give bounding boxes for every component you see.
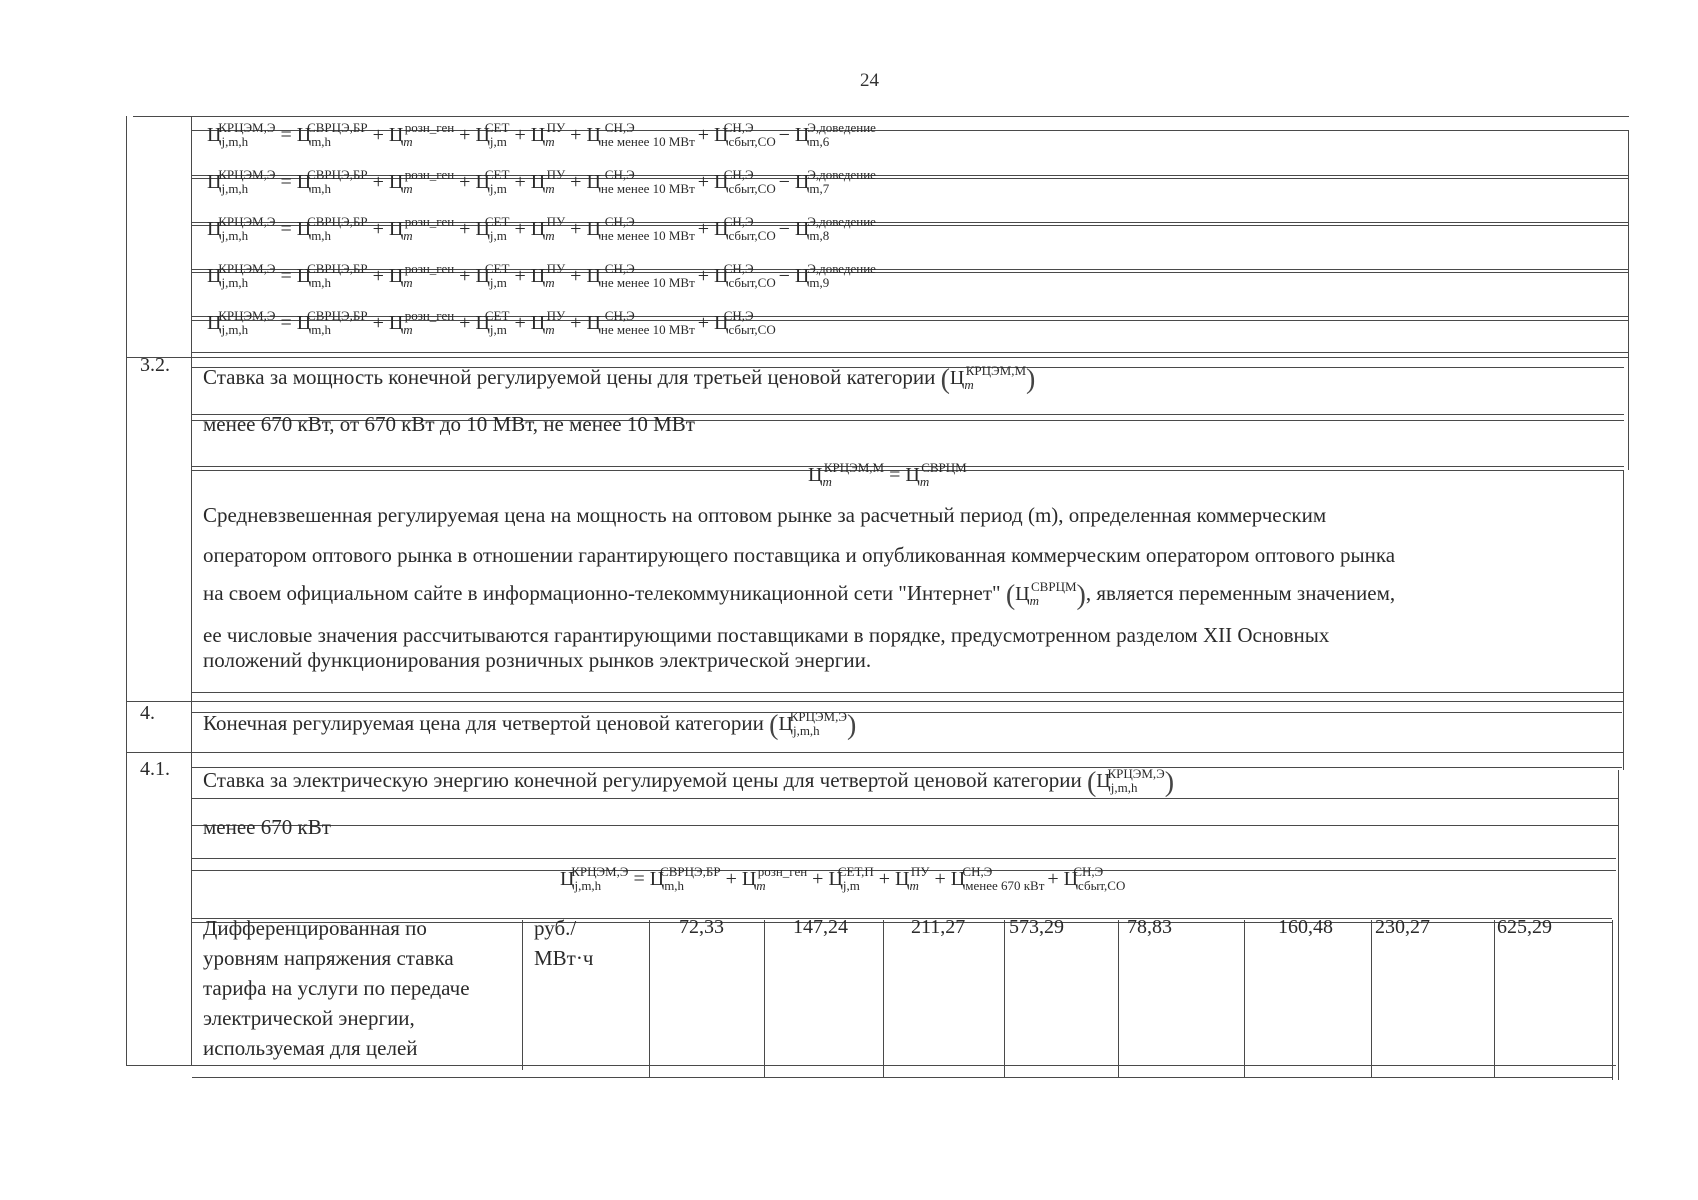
section-number: 4. xyxy=(140,702,155,724)
section-title: Ставка за мощность конечной регулируемой цены для третьей ценовой категории $(Ц_m^{КРЦЭМ,М})$ xyxy=(203,363,1036,395)
value-cell: 147,24 xyxy=(793,916,848,938)
value-cell: 230,27 xyxy=(1375,916,1430,938)
value-cell: 211,27 xyxy=(911,916,966,938)
formula: $Ц_{j,m,h}^{КРЦЭМ,Э} = Ц_{m,h}^{СВРЦЭ,БР} + Ц_m^{розн\_ген} + Ц_{j,m}^{СЕТ,П} + Ц_m^{ПУ} + Ц_{менее 670 кВт}^{СН,Э} + Ц_{сбыт,СО}^{СН,Э}$ xyxy=(560,864,1126,893)
section-subtitle: менее 670 кВт, от 670 кВт до 10 МВт, не менее 10 МВт xyxy=(203,412,695,436)
formula-row: $Ц_{j,m,h}^{КРЦЭМ,Э} = Ц_{m,h}^{СВРЦЭ,БР} + Ц_m^{розн\_ген} + Ц_{j,m}^{СЕТ} + Ц_m^{ПУ} + Ц_{не менее 10 МВт}^{СН,Э} + Ц_{сбыт,СО}^{СН,Э} - Ц_{m,7}^{Э,доведение}$ xyxy=(207,167,876,196)
section-subtitle: менее 670 кВт xyxy=(203,815,331,839)
value-cell: 625,29 xyxy=(1497,916,1552,938)
formula-row: $Ц_{j,m,h}^{КРЦЭМ,Э} = Ц_{m,h}^{СВРЦЭ,БР} + Ц_m^{розн\_ген} + Ц_{j,m}^{СЕТ} + Ц_m^{ПУ} + Ц_{не менее 10 МВт}^{СН,Э} + Ц_{сбыт,СО}^{СН,Э} - Ц_{m,8}^{Э,доведение}$ xyxy=(207,214,876,243)
value-cell: 72,33 xyxy=(679,916,724,938)
page-number: 24 xyxy=(860,70,879,91)
section-number: 4.1. xyxy=(140,758,170,780)
value-cell: 573,29 xyxy=(1009,916,1064,938)
formula-row: $Ц_{j,m,h}^{КРЦЭМ,Э} = Ц_{m,h}^{СВРЦЭ,БР} + Ц_m^{розн\_ген} + Ц_{j,m}^{СЕТ} + Ц_m^{ПУ} + Ц_{не менее 10 МВт}^{СН,Э} + Ц_{сбыт,СО}^{СН,Э} - Ц_{m,6}^{Э,доведение}$ xyxy=(207,120,876,149)
formula: $Ц_m^{КРЦЭМ,М} = Ц_m^{СВРЦМ}$ xyxy=(808,460,967,489)
value-cell: 78,83 xyxy=(1127,916,1172,938)
formula-row: $Ц_{j,m,h}^{КРЦЭМ,Э} = Ц_{m,h}^{СВРЦЭ,БР} + Ц_m^{розн\_ген} + Ц_{j,m}^{СЕТ} + Ц_m^{ПУ} + Ц_{не менее 10 МВт}^{СН,Э} + Ц_{сбыт,СО}^{СН,Э} - Ц_{m,9}^{Э,доведение}$ xyxy=(207,261,876,290)
formula-row: $Ц_{j,m,h}^{КРЦЭМ,Э} = Ц_{m,h}^{СВРЦЭ,БР} + Ц_m^{розн\_ген} + Ц_{j,m}^{СЕТ} + Ц_m^{ПУ} + Ц_{не менее 10 МВт}^{СН,Э} + Ц_{сбыт,СО}^{СН,Э}$ xyxy=(207,308,776,337)
price-symbol: $Ц_m^{КРЦЭМ,М}$ xyxy=(949,363,1027,392)
section-number: 3.2. xyxy=(140,354,170,376)
section-title: Ставка за электрическую энергию конечной регулируемой цены для четвертой ценовой категории $(Ц_{j,m,h}^{КРЦЭМ,Э})$ xyxy=(203,766,1175,798)
value-cell: 160,48 xyxy=(1278,916,1333,938)
section-title: Конечная регулируемая цена для четвертой ценовой категории $(Ц_{j,m,h}^{КРЦЭМ,Э})$ xyxy=(203,709,857,741)
